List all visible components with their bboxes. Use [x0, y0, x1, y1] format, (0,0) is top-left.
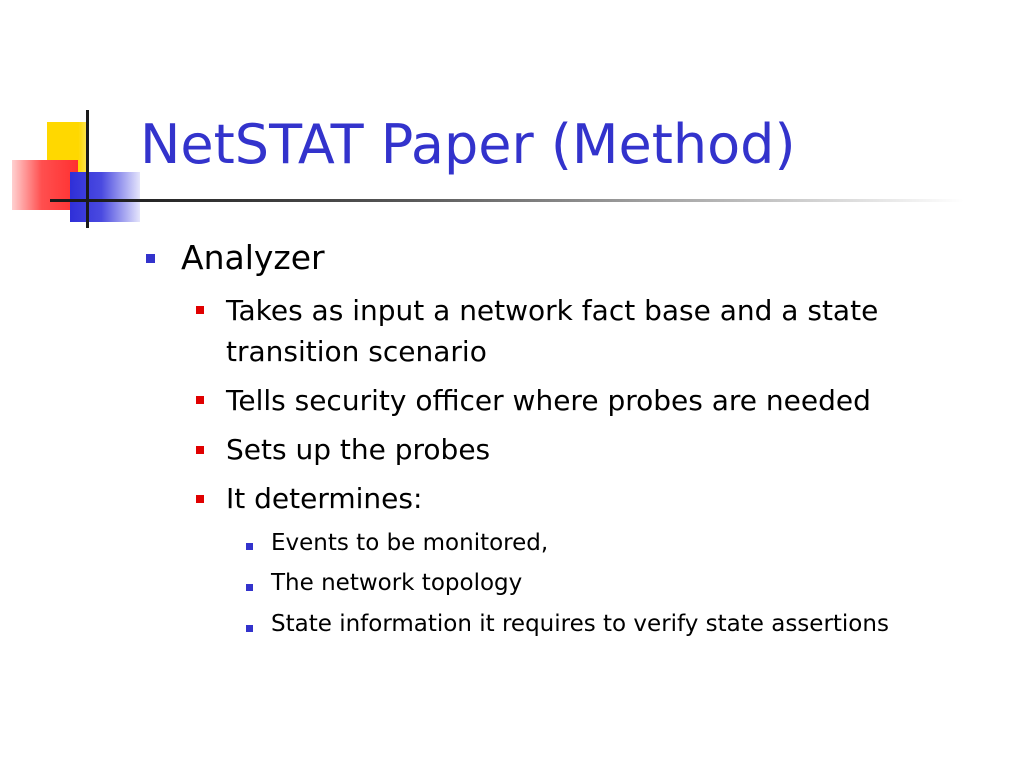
bullet-marker-level2: [196, 396, 204, 404]
bullet-marker-level2: [196, 306, 204, 314]
bullet-marker-level2: [196, 446, 204, 454]
blue-block: [70, 172, 140, 222]
bullet-takes-input-line1: Takes as input a network fact base and a state: [226, 294, 879, 327]
bullet-marker-level2: [196, 495, 204, 503]
bullet-state-info: State information it requires to verify state assertions: [271, 611, 889, 637]
bullet-sets-up: Sets up the probes: [226, 433, 491, 466]
slide-title: NetSTAT Paper (Method): [140, 113, 796, 176]
bullet-events: Events to be monitored,: [271, 530, 549, 556]
vertical-rule: [86, 110, 89, 228]
bullet-marker-level3: [246, 584, 253, 591]
bullet-marker-level3: [246, 543, 253, 550]
title-underline-rule: [89, 199, 964, 202]
bullet-takes-input-line2: transition scenario: [226, 335, 487, 368]
bullet-topology: The network topology: [271, 570, 523, 596]
bullet-tells-officer: Tells security officer where probes are needed: [226, 384, 871, 417]
red-block: [12, 160, 78, 210]
bullet-analyzer: Analyzer: [181, 238, 325, 277]
bullet-marker-level3: [246, 625, 253, 632]
decorative-logo-blocks: [0, 0, 150, 240]
bullet-determines: It determines:: [226, 482, 423, 515]
bullet-marker-level1: [146, 254, 155, 263]
